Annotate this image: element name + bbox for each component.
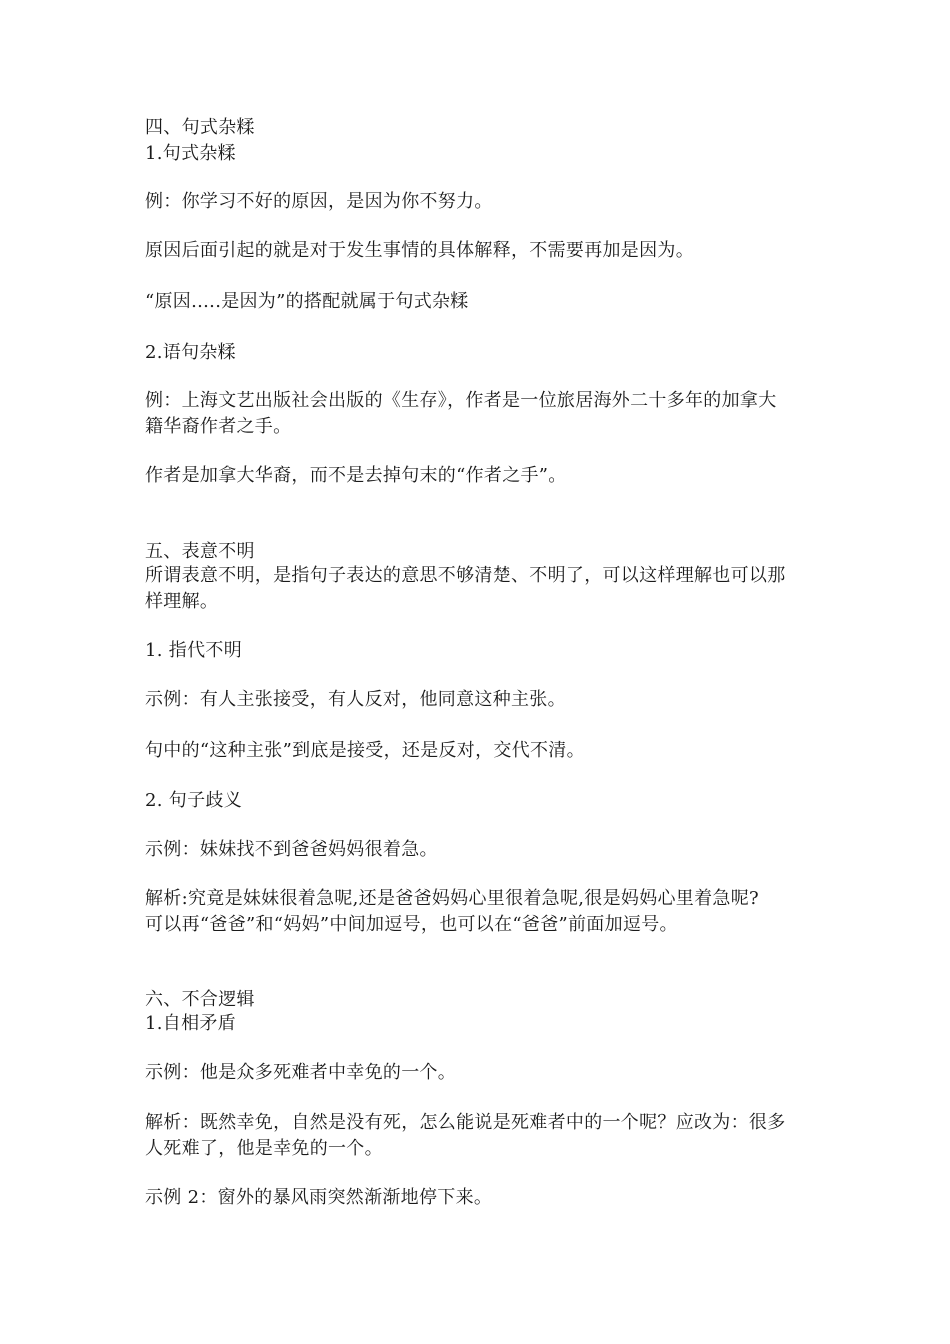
subsection-heading: 1. 指代不明 xyxy=(145,640,242,661)
subsection-heading: 2.语句杂糅 xyxy=(145,342,236,363)
subsection-heading: 1.自相矛盾 xyxy=(145,1013,236,1034)
example-text: 示例：他是众多死难者中幸免的一个。 xyxy=(145,1062,457,1083)
subsection-heading: 2. 句子歧义 xyxy=(145,790,242,811)
example-text: 例：你学习不好的原因，是因为你不努力。 xyxy=(145,191,493,212)
example-text: 示例：妹妹找不到爸爸妈妈很着急。 xyxy=(145,839,438,860)
subsection-heading: 1.句式杂糅 xyxy=(145,143,236,164)
intro-text: 所谓表意不明，是指句子表达的意思不够清楚、不明了，可以这样理解也可以那 xyxy=(145,565,786,586)
section-heading: 四、句式杂糅 xyxy=(145,117,255,138)
section-heading: 六、不合逻辑 xyxy=(145,989,255,1010)
explanation-text: 句中的“这种主张”到底是接受，还是反对，交代不清。 xyxy=(145,740,585,761)
example-text: 例：上海文艺出版社会出版的《生存》，作者是一位旅居海外二十多年的加拿大 xyxy=(145,390,777,411)
intro-text-continued: 样理解。 xyxy=(145,591,219,612)
explanation-text: 解析:究竟是妹妹很着急呢,还是爸爸妈妈心里很着急呢,很是妈妈心里着急呢? xyxy=(145,888,759,909)
example-text-continued: 籍华裔作者之手。 xyxy=(145,416,292,437)
explanation-text: 解析：既然幸免，自然是没有死，怎么能说是死难者中的一个呢？应改为：很多 xyxy=(145,1112,786,1133)
explanation-text-continued: 人死难了，他是幸免的一个。 xyxy=(145,1138,383,1159)
note-text: “原因.....是因为”的搭配就属于句式杂糅 xyxy=(145,291,469,312)
explanation-text: 原因后面引起的就是对于发生事情的具体解释，不需要再加是因为。 xyxy=(145,240,694,261)
explanation-text: 作者是加拿大华裔，而不是去掉句末的“作者之手”。 xyxy=(145,465,567,486)
section-heading: 五、表意不明 xyxy=(145,541,255,562)
example-text: 示例 2：窗外的暴风雨突然渐渐地停下来。 xyxy=(145,1187,493,1208)
example-text: 示例：有人主张接受，有人反对，他同意这种主张。 xyxy=(145,689,566,710)
explanation-text-continued: 可以再“爸爸”和“妈妈”中间加逗号，也可以在“爸爸”前面加逗号。 xyxy=(145,914,678,935)
